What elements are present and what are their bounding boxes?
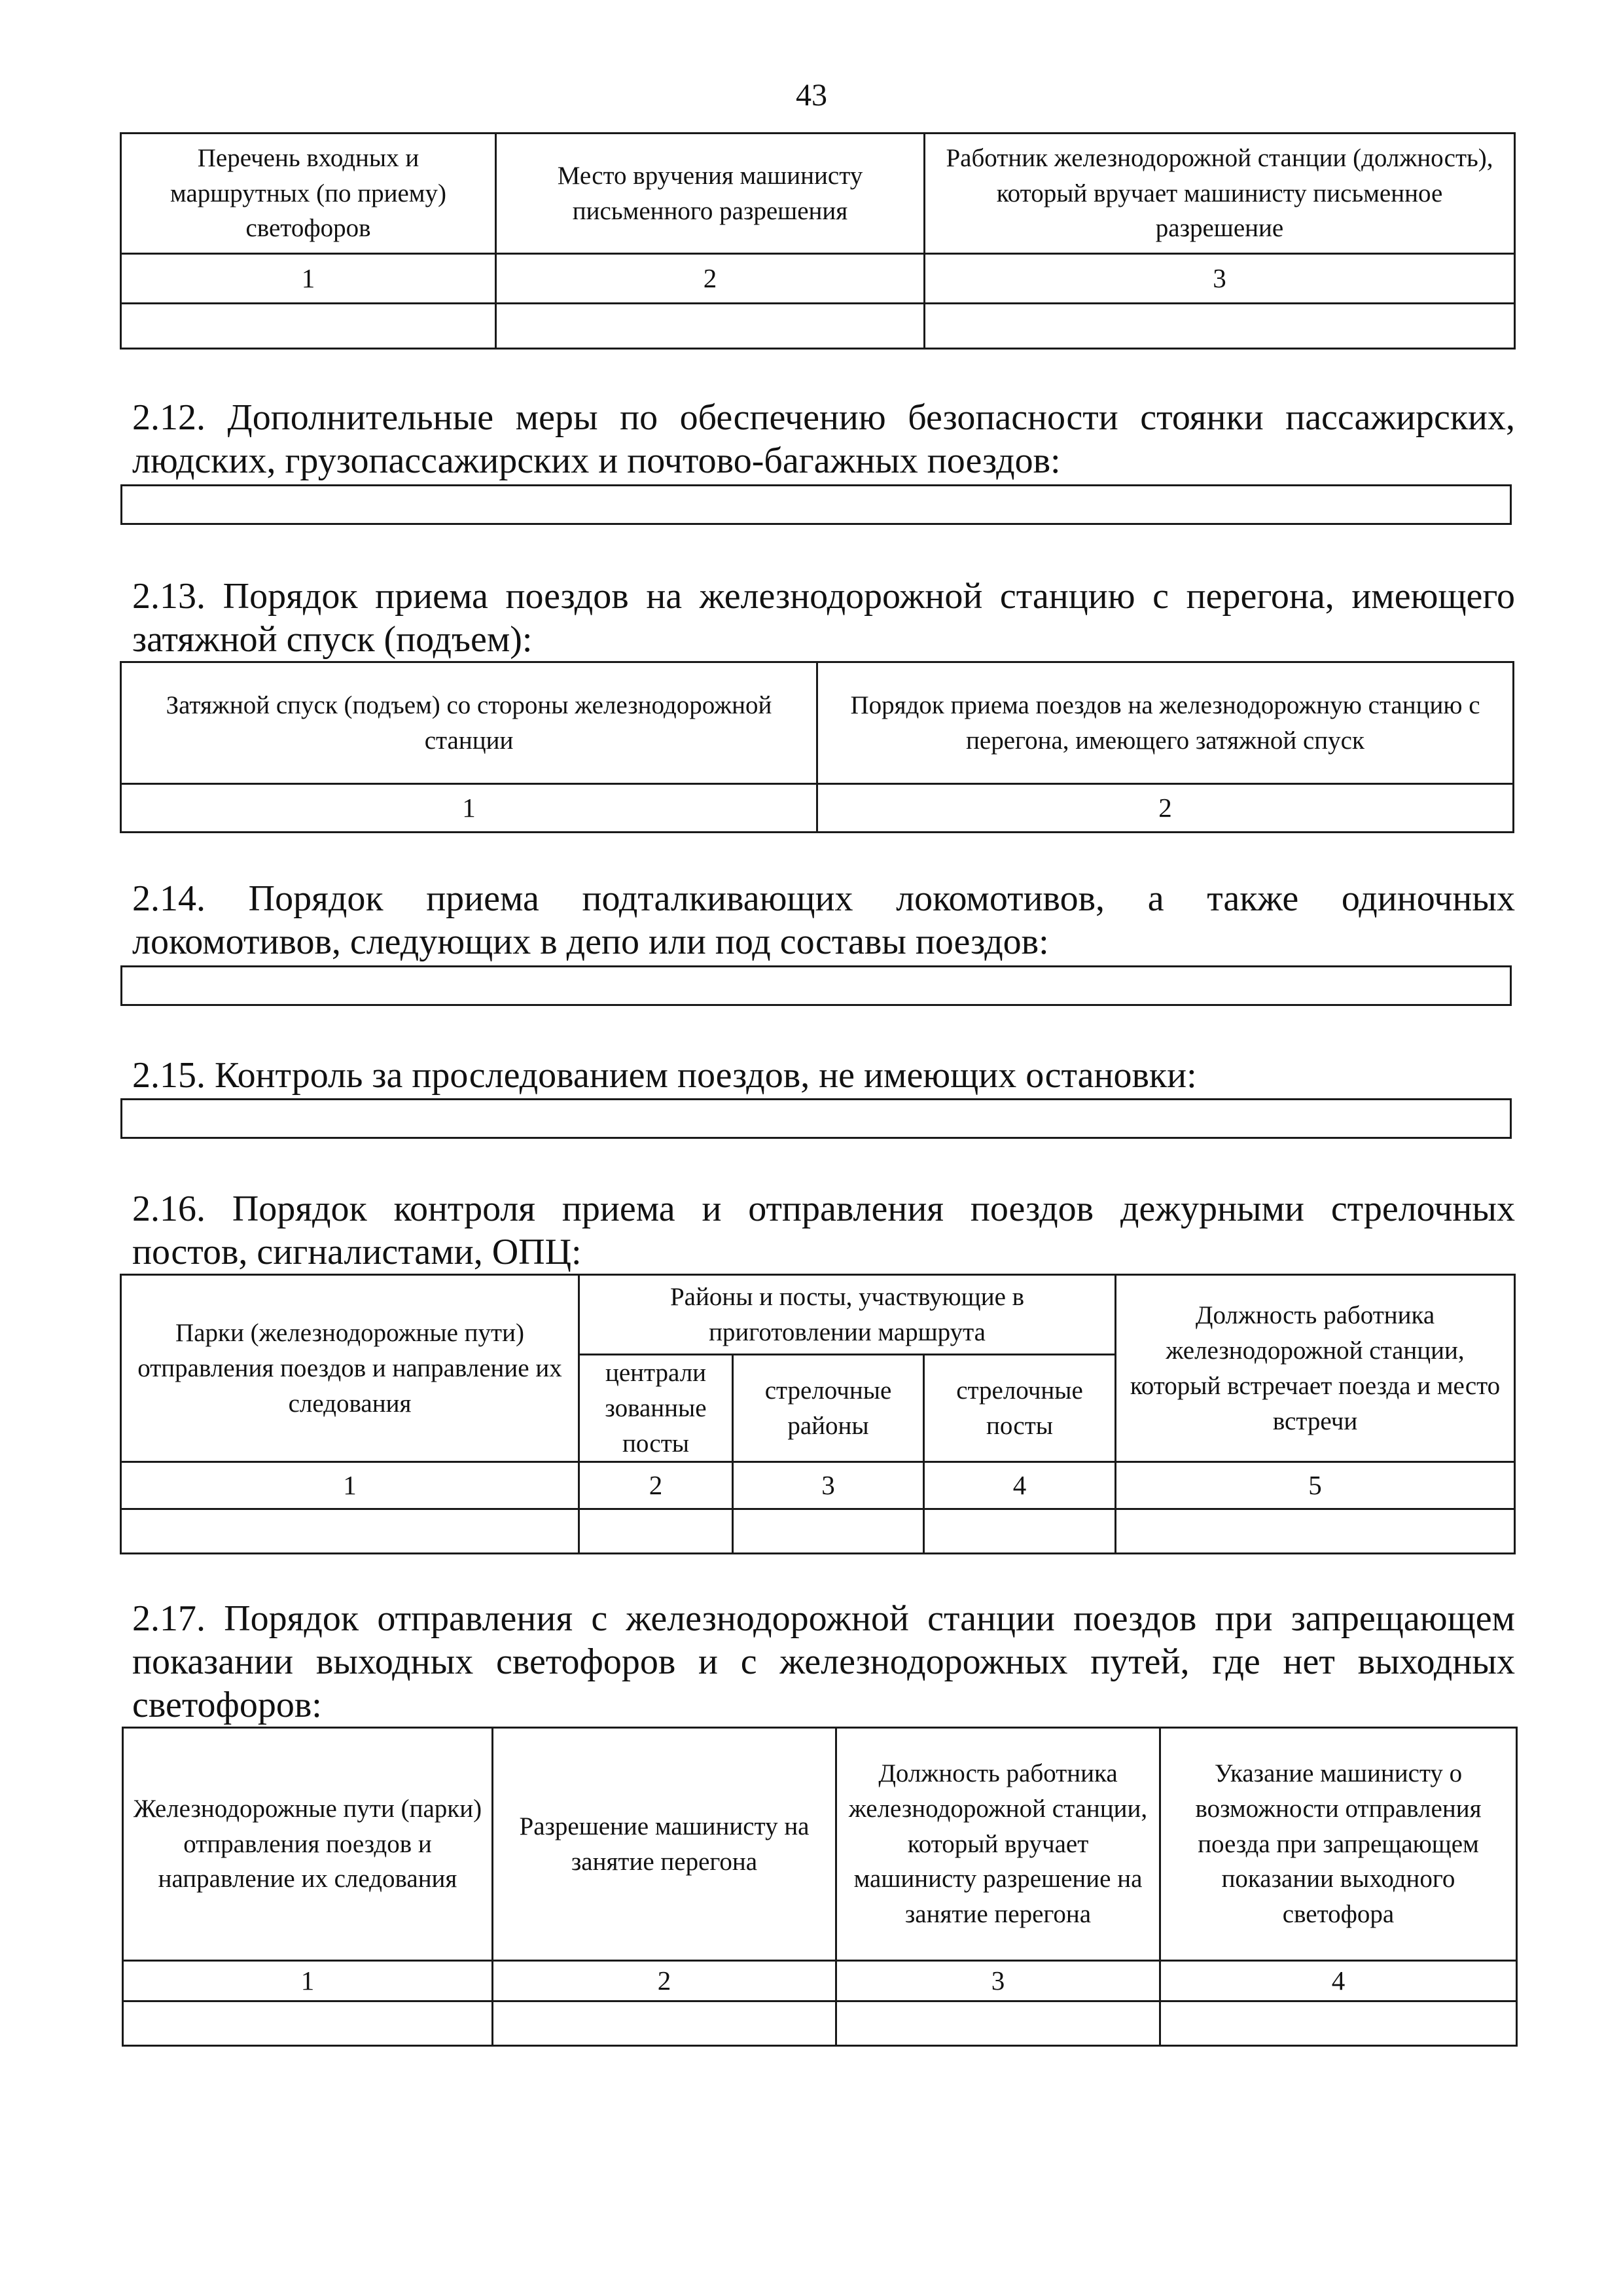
column-number: 2 — [817, 784, 1514, 833]
departure-header-permission: Разрешение машинисту на занятие перегона — [493, 1728, 836, 1961]
empty-cell[interactable] — [1116, 1509, 1515, 1554]
empty-cell[interactable] — [123, 2001, 493, 2046]
section-2-17-text: 2.17. Порядок отправления с железнодорожной станции поездов при запрещающем показании выходных светофоров и с железнодорожных путей, где нет выходных светофоров: — [132, 1598, 1515, 1725]
column-number: 2 — [579, 1462, 733, 1509]
column-number: 2 — [496, 254, 925, 304]
empty-cell[interactable] — [1160, 2001, 1517, 2046]
section-2-16-text: 2.16. Порядок контроля приема и отправления поездов дежурными стрелочных постов, сигналистами, ОПЦ: — [132, 1189, 1515, 1272]
departure-header-position: Должность работника железнодорожной станции, который вручает машинисту разрешение на занятие перегона — [836, 1728, 1160, 1961]
signals-header-place: Место вручения машинисту письменного разрешения — [496, 134, 925, 254]
empty-cell[interactable] — [493, 2001, 836, 2046]
slope-header-side: Затяжной спуск (подъем) со стороны железнодорожной станции — [121, 662, 817, 784]
empty-cell[interactable] — [836, 2001, 1160, 2046]
empty-cell[interactable] — [733, 1509, 924, 1554]
control-header-parks: Парки (железнодорожные пути) отправления поездов и направление их следования — [121, 1275, 579, 1462]
column-number: 3 — [733, 1462, 924, 1509]
empty-cell[interactable] — [496, 304, 925, 349]
control-subheader-centralized: централи зованные посты — [579, 1355, 733, 1462]
section-2-14-text: 2.14. Порядок приема подталкивающих локомотивов, а также одиночных локомотивов, следующих в депо или под составы поездов: — [132, 878, 1515, 962]
column-number: 4 — [924, 1462, 1116, 1509]
control-table — [120, 1274, 1516, 1554]
column-number: 1 — [121, 254, 496, 304]
departure-header-tracks: Железнодорожные пути (парки) отправления поездов и направление их следования — [123, 1728, 493, 1961]
section-2-13-text: 2.13. Порядок приема поездов на железнодорожной станцию с перегона, имеющего затяжной спуск (подъем): — [132, 576, 1515, 660]
column-number: 3 — [925, 254, 1515, 304]
empty-cell[interactable] — [924, 1509, 1116, 1554]
signals-header-worker: Работник железнодорожной станции (должность), который вручает машинисту письменное разрешение — [925, 134, 1515, 254]
slope-table — [120, 661, 1514, 833]
control-header-areas: Районы и посты, участвующие в приготовлении маршрута — [579, 1275, 1116, 1355]
section-2-12-box[interactable] — [120, 484, 1512, 525]
column-number: 2 — [493, 1961, 836, 2001]
section-2-12-text: 2.12. Дополнительные меры по обеспечению безопасности стоянки пассажирских, людских, грузопассажирских и почтово-багажных поездов: — [132, 397, 1515, 481]
column-number: 1 — [121, 784, 817, 833]
control-subheader-switch-areas: стрелочные районы — [733, 1355, 924, 1462]
column-number: 4 — [1160, 1961, 1517, 2001]
column-number: 3 — [836, 1961, 1160, 2001]
column-number: 5 — [1116, 1462, 1515, 1509]
signals-header-list: Перечень входных и маршрутных (по приему) светофоров — [121, 134, 496, 254]
slope-header-order: Порядок приема поездов на железнодорожную станцию с перегона, имеющего затяжной спуск — [817, 662, 1514, 784]
signals-table — [120, 132, 1516, 350]
control-header-position: Должность работника железнодорожной станции, который встречает поезда и место встречи — [1116, 1275, 1515, 1462]
empty-cell[interactable] — [925, 304, 1515, 349]
control-subheader-switch-posts: стрелочные посты — [924, 1355, 1116, 1462]
empty-cell[interactable] — [121, 1509, 579, 1554]
departure-table — [122, 1727, 1518, 2047]
section-2-15-text: 2.15. Контроль за проследованием поездов, не имеющих остановки: — [132, 1055, 1197, 1096]
page-number: 43 — [796, 78, 827, 113]
section-2-15-box[interactable] — [120, 1098, 1512, 1139]
column-number: 1 — [121, 1462, 579, 1509]
column-number: 1 — [123, 1961, 493, 2001]
section-2-14-box[interactable] — [120, 965, 1512, 1006]
departure-header-instruction: Указание машинисту о возможности отправления поезда при запрещающем показании выходного светофора — [1160, 1728, 1517, 1961]
empty-cell[interactable] — [579, 1509, 733, 1554]
empty-cell[interactable] — [121, 304, 496, 349]
